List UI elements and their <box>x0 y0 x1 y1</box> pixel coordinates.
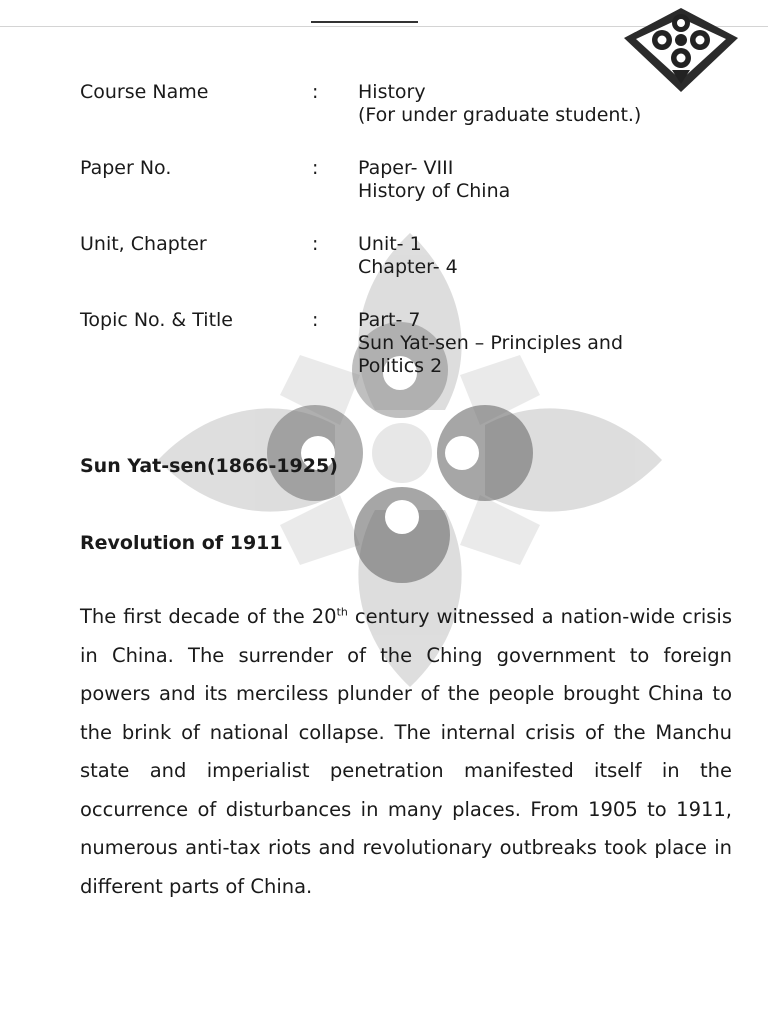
course-name-label: Course Name <box>80 81 209 103</box>
unit-chapter-label: Unit, Chapter <box>80 233 207 255</box>
header-underline <box>311 21 418 23</box>
paragraph-text-start: The first decade of the 20 <box>80 605 337 628</box>
ordinal-superscript: th <box>336 605 348 619</box>
topic-title-colon: : <box>312 309 319 331</box>
unit-chapter-value <box>358 233 458 279</box>
unit-chapter-value-line: Chapter- 4 <box>358 256 458 278</box>
person-heading: Sun Yat-sen(1866-1925) <box>80 455 338 477</box>
topic-title-value-line: Sun Yat-sen – Principles and <box>358 332 624 354</box>
course-name-value-line: (For under graduate student.) <box>358 104 642 126</box>
paper-no-value <box>358 157 510 203</box>
topic-title-value-line: Part- 7 <box>358 309 421 331</box>
unit-chapter-colon: : <box>312 233 319 255</box>
topic-title-value-line: Politics 2 <box>358 355 443 377</box>
section-heading: Revolution of 1911 <box>80 532 283 554</box>
course-name-value-line: History <box>358 81 426 103</box>
paragraph-text-rest: century witnessed a nation-wide crisis in China. The surrender of the Ching government to foreign powers and its merciless plunder of the people brought China to the brink of national collapse. The internal crisis of the Manchu state and imperialist penetration manifested itself in the occurrence of disturbances in many places. From 1905 to 1911, numerous anti-tax riots and revolutionary outbreaks took place in different parts of China. <box>80 605 732 898</box>
body-paragraph <box>80 598 732 906</box>
topic-title-label: Topic No. & Title <box>80 309 233 331</box>
paper-no-colon: : <box>312 157 319 179</box>
paper-no-value-line: History of China <box>358 180 511 202</box>
paper-no-label: Paper No. <box>80 157 172 179</box>
course-name-colon: : <box>312 81 319 103</box>
paper-no-value-line: Paper- VIII <box>358 157 454 179</box>
unit-chapter-value-line: Unit- 1 <box>358 233 422 255</box>
course-name-value <box>358 81 641 127</box>
topic-title-value <box>358 309 623 378</box>
